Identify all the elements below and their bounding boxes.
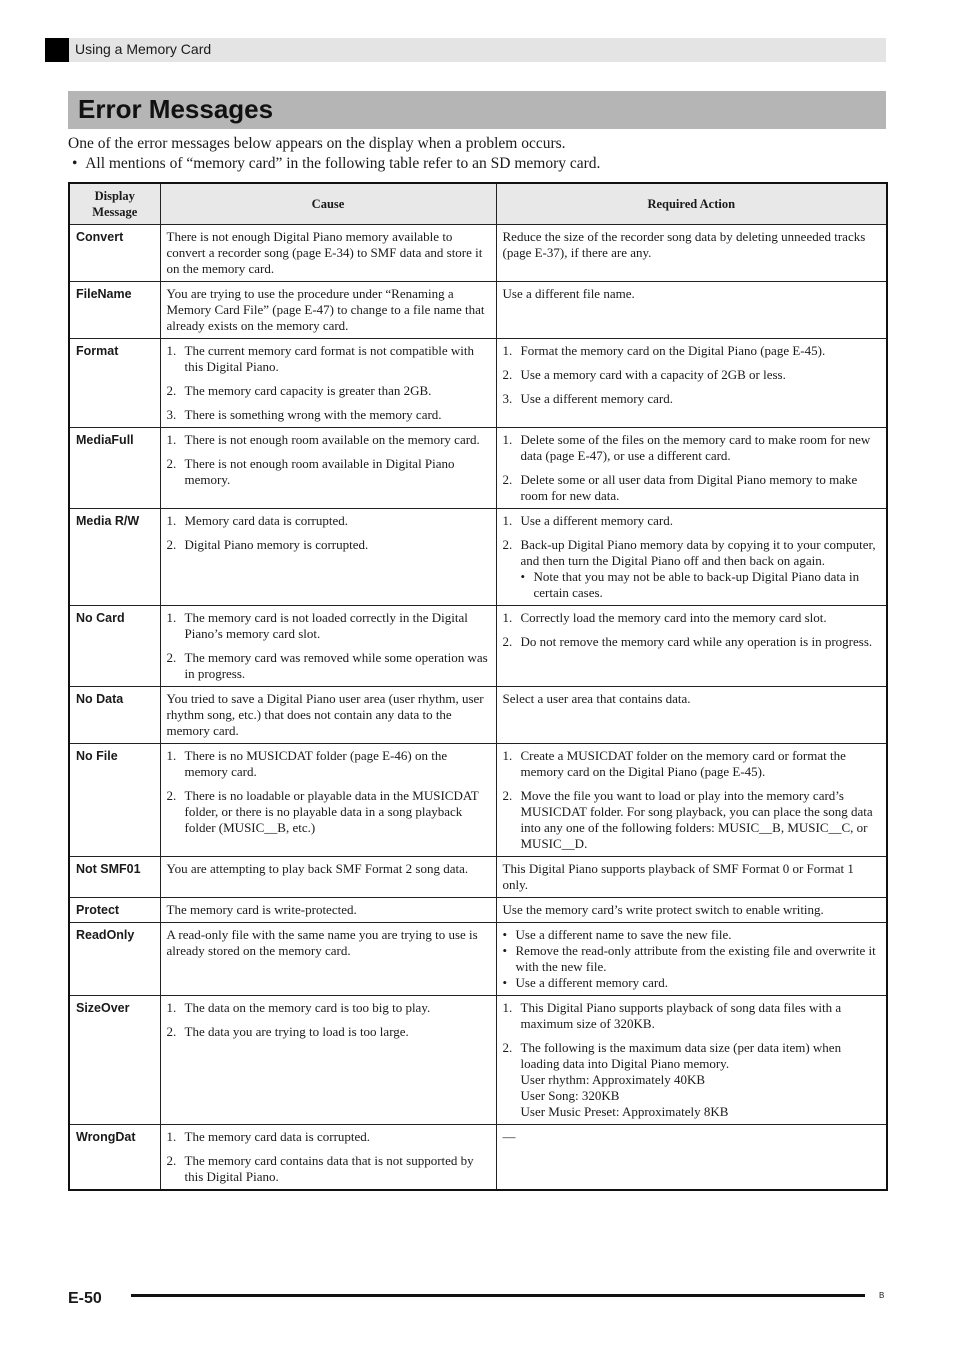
list-item (167, 513, 491, 529)
display-message: Format (69, 339, 160, 428)
list-item (167, 456, 491, 488)
list-item (503, 367, 882, 383)
section-title: Using a Memory Card (75, 41, 212, 57)
list-item (503, 748, 882, 780)
page-title: Error Messages (78, 94, 274, 124)
item-text: Use a memory card with a capacity of 2GB or less. (520, 367, 786, 382)
section-header (45, 38, 886, 62)
error-table (68, 182, 888, 1191)
intro-bullet: • All mentions of “memory card” in the following table refer to an SD memory card. (72, 155, 601, 172)
table-row (69, 923, 887, 996)
item-number: 3. (166, 407, 177, 422)
list-item (167, 1000, 491, 1016)
cell-text: Reduce the size of the recorder song data by deleting unneeded tracks (page E-37), if there are any. (502, 229, 866, 260)
table-row (69, 225, 887, 282)
item-number: 2. (166, 650, 177, 665)
cause-cell (160, 996, 496, 1125)
table-header-row (69, 183, 887, 225)
cell-text: Use a different file name. (502, 286, 635, 301)
item-number: 1. (502, 1000, 513, 1015)
cause-cell (160, 428, 496, 509)
action-cell (496, 996, 887, 1125)
list-item (503, 472, 882, 504)
list-item (503, 513, 882, 529)
action-cell (496, 339, 887, 428)
cause-cell (160, 923, 496, 996)
cause-cell (160, 744, 496, 857)
display-message: No Data (69, 687, 160, 744)
item-text: Back-up Digital Piano memory data by copying it to your computer, and then turn the Digital Piano off and then back on again. (520, 537, 876, 568)
action-cell (496, 857, 887, 898)
action-cell (496, 898, 887, 923)
item-text: Delete some or all user data from Digital Piano memory to make room for new data. (520, 472, 858, 503)
item-number: 2. (502, 367, 513, 382)
bullet-dot: • (502, 975, 508, 990)
bullet-text: Use a different memory card. (515, 975, 668, 990)
item-text: The memory card contains data that is not supported by this Digital Piano. (184, 1153, 474, 1184)
cause-cell (160, 606, 496, 687)
action-cell (496, 606, 887, 687)
table-row (69, 996, 887, 1125)
item-text: Memory card data is corrupted. (184, 513, 349, 528)
item-number: 1. (502, 343, 513, 358)
item-text: Digital Piano memory is corrupted. (184, 537, 369, 552)
item-text: The memory card data is corrupted. (184, 1129, 371, 1144)
bullet-dot: • (502, 943, 508, 958)
table-row (69, 606, 887, 687)
table-row (69, 898, 887, 923)
cell-text: You are attempting to play back SMF Format 2 song data. (166, 861, 469, 876)
item-number: 1. (166, 610, 177, 625)
display-message: Convert (69, 225, 160, 282)
list-item (167, 537, 491, 553)
item-number: 2. (166, 788, 177, 803)
item-text: Correctly load the memory card into the memory card slot. (520, 610, 827, 625)
table-row (69, 857, 887, 898)
item-number: 2. (502, 472, 513, 487)
display-message: Not SMF01 (69, 857, 160, 898)
cell-text: Use the memory card’s write protect switch to enable writing. (502, 902, 824, 917)
bullet-dot: • (502, 927, 508, 942)
item-number: 2. (502, 537, 513, 552)
action-cell (496, 1125, 887, 1191)
bullet-text: Use a different name to save the new file. (515, 927, 732, 942)
item-number: 2. (166, 1024, 177, 1039)
cause-cell (160, 898, 496, 923)
cell-text: You are trying to use the procedure under “Renaming a Memory Card File” (page E-47) to change to a file name that already exists on the memory card. (166, 286, 485, 333)
list-item (167, 1129, 491, 1145)
cell-text: You tried to save a Digital Piano user area (user rhythm, user rhythm song, etc.) that does not contain any data to the memory card. (166, 691, 484, 738)
item-text: There is not enough room available in Digital Piano memory. (184, 456, 455, 487)
cause-cell (160, 857, 496, 898)
table-row (69, 509, 887, 606)
table-row (69, 1125, 887, 1191)
action-cell (496, 744, 887, 857)
item-text: The memory card was removed while some operation was in progress. (184, 650, 488, 681)
cause-cell (160, 282, 496, 339)
display-message: WrongDat (69, 1125, 160, 1191)
list-item (167, 383, 491, 399)
action-detail-line: User Song: 320KB (520, 1088, 620, 1103)
item-number: 1. (502, 610, 513, 625)
intro-line: One of the error messages below appears on the display when a problem occurs. (68, 135, 566, 152)
bullet-item (503, 943, 882, 975)
list-item (503, 432, 882, 464)
item-text: Format the memory card on the Digital Piano (page E-45). (520, 343, 826, 358)
item-text: Create a MUSICDAT folder on the memory card or format the memory card on the Digital Piano (page E-45). (520, 748, 846, 779)
header-marker (45, 38, 69, 62)
display-message: Protect (69, 898, 160, 923)
action-cell (496, 509, 887, 606)
cell-text: There is not enough Digital Piano memory available to convert a recorder song (page E-34) to SMF data and store it on the memory card. (166, 229, 483, 276)
item-text: Delete some of the files on the memory card to make room for new data (page E-47), or use a different card. (520, 432, 871, 463)
table-row (69, 687, 887, 744)
item-text: The data you are trying to load is too large. (184, 1024, 409, 1039)
item-number: 1. (166, 1000, 177, 1015)
item-number: 2. (502, 634, 513, 649)
table-row (69, 282, 887, 339)
item-number: 1. (166, 513, 177, 528)
display-message: ReadOnly (69, 923, 160, 996)
header-display-message: Display Message (69, 183, 160, 225)
item-text: There is no MUSICDAT folder (page E-46) on the memory card. (184, 748, 448, 779)
item-number: 1. (166, 748, 177, 763)
item-text: There is something wrong with the memory card. (184, 407, 442, 422)
table-body (69, 225, 887, 1191)
title-bar (68, 91, 886, 129)
list-item (167, 788, 491, 836)
item-text: The memory card capacity is greater than 2GB. (184, 383, 432, 398)
cause-cell (160, 1125, 496, 1191)
item-number: 1. (166, 1129, 177, 1144)
list-item (503, 391, 882, 407)
list-item (503, 537, 882, 569)
header-required-action: Required Action (496, 183, 887, 225)
item-text: Use a different memory card. (520, 513, 673, 528)
item-text: The current memory card format is not compatible with this Digital Piano. (184, 343, 475, 374)
action-cell (496, 428, 887, 509)
cause-cell (160, 339, 496, 428)
item-text: The memory card is not loaded correctly in the Digital Piano’s memory card slot. (184, 610, 468, 641)
action-detail-line: User Music Preset: Approximately 8KB (520, 1104, 729, 1119)
item-number: 2. (502, 788, 513, 803)
cell-text: Select a user area that contains data. (502, 691, 691, 706)
item-number: 1. (502, 432, 513, 447)
list-item (503, 610, 882, 626)
item-text: Do not remove the memory card while any operation is in progress. (520, 634, 873, 649)
intro (68, 134, 888, 174)
item-text: Use a different memory card. (520, 391, 673, 406)
list-item (167, 748, 491, 780)
list-item (167, 610, 491, 642)
list-item (167, 407, 491, 423)
footer-rule (131, 1294, 865, 1297)
list-item (167, 343, 491, 375)
list-item (503, 1040, 882, 1072)
list-item (503, 634, 882, 650)
cell-text: — (502, 1129, 516, 1144)
cell-text: A read-only file with the same name you are trying to use is already stored on the memory card. (166, 927, 478, 958)
item-text: There is no loadable or playable data in the MUSICDAT folder, or there is no playable data in a song playback folder (MUSIC__B, etc.) (184, 788, 479, 835)
bullet-text: Remove the read-only attribute from the existing file and overwrite it with the new file. (515, 943, 876, 974)
list-item (167, 1024, 491, 1040)
table-row (69, 339, 887, 428)
display-message: MediaFull (69, 428, 160, 509)
item-number: 2. (166, 456, 177, 471)
bullet-item (503, 927, 882, 943)
bullet-dot: • (520, 569, 526, 584)
display-message: No Card (69, 606, 160, 687)
item-number: 1. (166, 343, 177, 358)
list-item (503, 343, 882, 359)
cause-cell (160, 509, 496, 606)
item-text: The following is the maximum data size (per data item) when loading data into Digital Piano memory. (520, 1040, 842, 1071)
list-item (503, 1000, 882, 1032)
item-number: 1. (502, 513, 513, 528)
table-row (69, 428, 887, 509)
list-item (167, 650, 491, 682)
cell-text: This Digital Piano supports playback of SMF Format 0 or Format 1 only. (502, 861, 854, 892)
item-text: There is not enough room available on the memory card. (184, 432, 480, 447)
item-number: 2. (166, 383, 177, 398)
list-item (167, 432, 491, 448)
item-text: The data on the memory card is too big to play. (184, 1000, 431, 1015)
action-cell (496, 282, 887, 339)
display-message: SizeOver (69, 996, 160, 1125)
footer-mark: B (879, 1291, 885, 1300)
action-cell (496, 923, 887, 996)
note-text: Note that you may not be able to back-up Digital Piano data in certain cases. (533, 569, 860, 600)
bullet-item (503, 975, 882, 991)
header-cause: Cause (160, 183, 496, 225)
table-row (69, 744, 887, 857)
item-number: 2. (502, 1040, 513, 1055)
item-text: This Digital Piano supports playback of song data files with a maximum size of 320KB. (520, 1000, 842, 1031)
item-number: 2. (166, 1153, 177, 1168)
item-text: Move the file you want to load or play into the memory card’s MUSICDAT folder. For song playback, you can place the song data into any one of the following folders: MUSIC__B, MUSIC__C, or MUSIC__D. (520, 788, 873, 851)
cell-text: The memory card is write-protected. (166, 902, 357, 917)
action-cell (496, 687, 887, 744)
action-note (503, 569, 882, 601)
item-number: 1. (502, 748, 513, 763)
cause-cell (160, 687, 496, 744)
page-number: E-50 (68, 1290, 102, 1307)
item-number: 3. (502, 391, 513, 406)
action-detail-line: User rhythm: Approximately 40KB (520, 1072, 706, 1087)
cause-cell (160, 225, 496, 282)
display-message: No File (69, 744, 160, 857)
display-message: FileName (69, 282, 160, 339)
item-number: 1. (166, 432, 177, 447)
display-message: Media R/W (69, 509, 160, 606)
list-item (167, 1153, 491, 1185)
list-item (503, 788, 882, 852)
item-number: 2. (166, 537, 177, 552)
action-cell (496, 225, 887, 282)
